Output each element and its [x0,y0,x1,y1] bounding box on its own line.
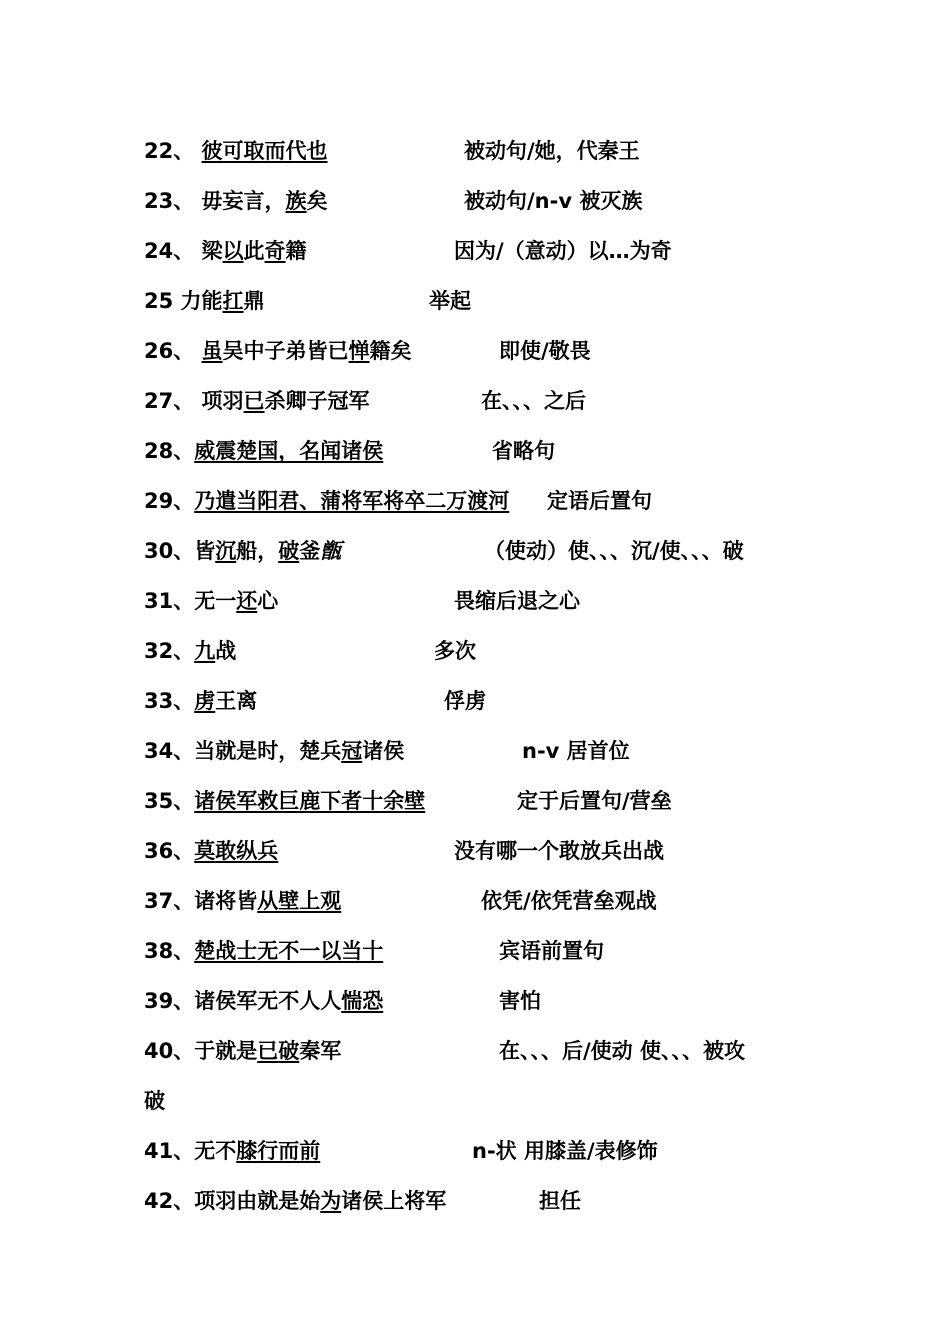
vocab-answer: 在、、、之后 [481,389,586,413]
vocab-answer: 畏缩后退之心 [454,589,580,613]
sentence-text: 30、皆 [144,539,216,563]
sentence-text: 35、 [144,789,195,813]
sentence-text: 36、 [144,839,195,863]
vocab-sentence [144,486,509,516]
vocab-answer: 多次 [434,639,476,663]
sentence-text: 24、 梁 [144,239,223,263]
vocab-answer: 被动句/她，代秦王 [464,139,640,163]
sentence-text: 鼎 [243,289,265,313]
sentence-text: 34、当就是时，楚兵 [144,739,342,763]
sentence-text: 27、 项羽 [144,389,244,413]
sentence-text: 王离 [215,689,258,713]
vocab-answer: 没有哪一个敢放兵出战 [454,839,664,863]
sentence-text: 33、 [144,689,195,713]
underlined-word: 沉 [215,539,237,563]
vocab-answer: 依凭/依凭营垒观战 [481,889,657,913]
sentence-text: 37、诸将皆 [144,889,258,913]
underlined-word: 诸侯军救巨鹿下者十余 [194,789,405,813]
underlined-word: 膝行而前 [236,1139,321,1163]
sentence-text: 心 [257,589,279,613]
vocab-sentence [144,336,412,366]
underlined-word: 为 [320,1189,342,1213]
vocab-sentence [144,386,370,416]
underlined-word: 惮 [348,339,370,363]
sentence-text: 38、 [144,939,195,963]
underlined-word: 敢纵兵 [215,839,279,863]
sentence-text: 31、无一 [144,589,237,613]
underlined-word: 以 [222,239,244,263]
sentence-text: 破 [144,1089,165,1113]
vocab-sentence [144,236,307,266]
underlined-word: 破 [278,539,300,563]
sentence-text: 40、于就是 [144,1039,258,1063]
sentence-text: 22、 [144,139,202,163]
underlined-word: 楚战士无不一以当十 [194,939,384,963]
vocab-answer: 因为/（意动）以…为奇 [454,239,672,263]
vocab-answer: 宾语前置句 [499,939,604,963]
underlined-word: 惴恐 [341,989,384,1013]
underlined-word: 还 [236,589,258,613]
vocab-answer: 举起 [429,289,471,313]
sentence-text: 39、诸侯军无不人人 [144,989,342,1013]
vocab-sentence [144,1186,446,1216]
vocab-answer: 即使/敬畏 [499,339,591,363]
vocab-sentence [144,736,404,766]
underlined-word: 族 [285,189,307,213]
underlined-word: 扛 [222,289,244,313]
sentence-text: 41、无不 [144,1139,237,1163]
underlined-word: 乃遣当阳君、蒲将军将卒二万渡河 [194,489,510,513]
sentence-text: 29、 [144,489,195,513]
sentence-text: 32、 [144,639,195,663]
sentence-text: 23、 毋妄言， [144,189,286,213]
sentence-text: 吴中子弟皆已 [222,339,349,363]
sentence-text: 此 [243,239,265,263]
vocab-sentence [144,936,383,966]
underlined-word: 奇 [264,239,286,263]
sentence-text: 籍矣 [369,339,412,363]
sentence-text: 25 力能 [144,289,223,313]
sentence-text: 籍 [285,239,307,263]
vocab-answer: 定于后置句/营垒 [517,789,672,813]
vocab-answer: 害怕 [499,989,541,1013]
sentence-text: 战 [215,639,237,663]
vocab-sentence [144,686,257,716]
underlined-word: 已 [243,389,265,413]
underlined-word: 破 [278,1039,300,1063]
sentence-text: 杀卿子冠军 [264,389,370,413]
underlined-word: 虽 [201,339,223,363]
vocab-sentence [144,586,278,616]
vocab-sentence [144,836,278,866]
vocab-answer: n-v 居首位 [522,739,630,763]
vocab-answer: 俘虏 [444,689,486,713]
vocab-sentence [144,636,236,666]
sentence-text: 42、项羽由就是始 [144,1189,321,1213]
sentence-text: 秦军 [299,1039,342,1063]
vocab-sentence [144,436,383,466]
underlined-word: 冠 [341,739,363,763]
sentence-text: 船， [236,539,279,563]
underlined-word: 九 [194,639,216,663]
vocab-sentence [144,986,383,1016]
vocab-answer: 担任 [539,1189,581,1213]
vocab-sentence [144,1136,320,1166]
sentence-text: 28、 [144,439,195,463]
vocab-answer: 省略句 [492,439,555,463]
vocab-sentence [144,186,328,216]
underlined-word: 虏 [194,689,216,713]
vocab-sentence [144,1036,341,1066]
underlined-word: 已 [257,1039,279,1063]
vocab-answer: 在、、、后/使动 使、、、被攻 [499,1039,745,1063]
vocab-sentence [144,1086,165,1116]
vocab-answer: n-状 用膝盖/表修饰 [472,1139,658,1163]
sentence-text: 26、 [144,339,202,363]
underlined-word: 壁 [404,789,426,813]
vocab-sentence [144,136,328,166]
sentence-text: 诸侯上将军 [341,1189,447,1213]
vocab-sentence [144,286,265,316]
vocab-sentence [144,886,341,916]
underlined-word: 莫 [194,839,216,863]
sentence-text: 诸侯 [362,739,405,763]
sentence-text: 矣 [306,189,328,213]
vocab-answer: 被动句/n-v 被灭族 [464,189,643,213]
sentence-text: 釜 [299,539,321,563]
vocab-answer: 定语后置句 [547,489,652,513]
underlined-word: 威震楚国，名闻诸侯 [194,439,384,463]
underlined-word: 从壁上观 [257,889,342,913]
vocab-answer: （使动）使、、、沉/使、、、破 [484,539,744,563]
underlined-word: 彼可取而代也 [201,139,328,163]
vocab-sentence [144,786,425,816]
vocab-sentence [144,536,341,566]
sentence-text: 甑 [320,539,342,563]
